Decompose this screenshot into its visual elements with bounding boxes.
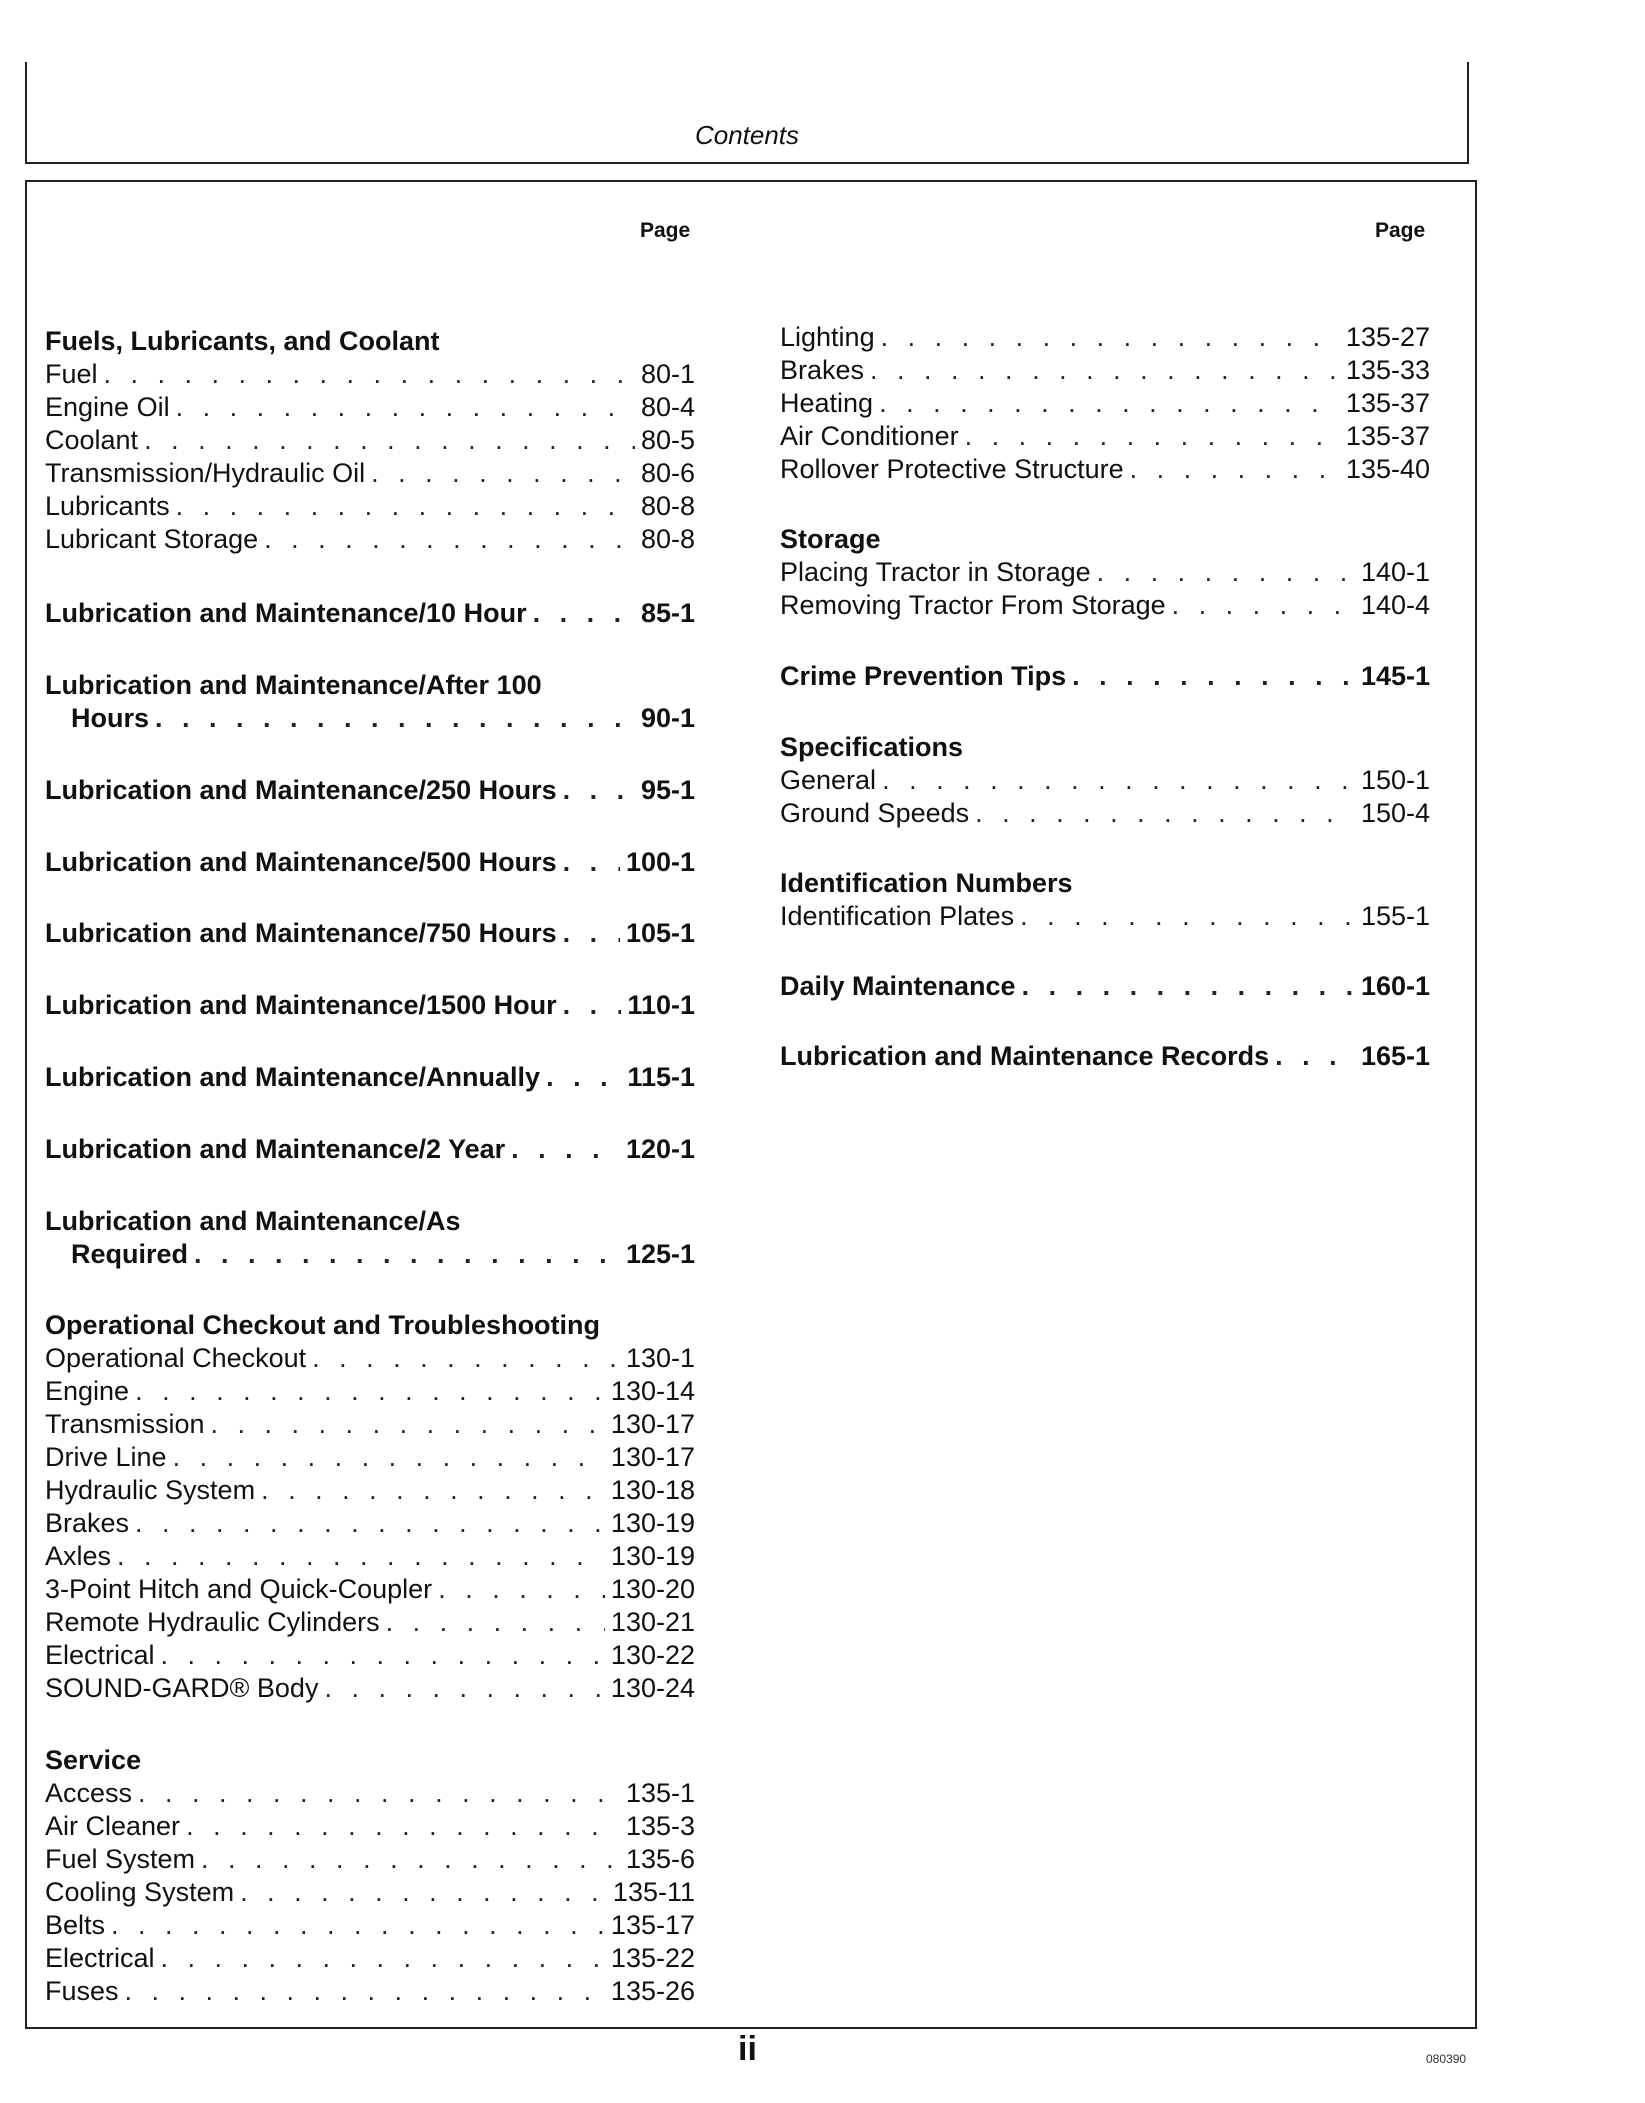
toc-entry-page: 135-37 [1345,388,1430,418]
toc-entry-page: 130-19 [610,1541,695,1571]
dot-leader [1020,900,1355,933]
toc-entry-label: Crime Prevention Tips [780,661,1067,691]
toc-entry-label: Fuel [45,359,98,389]
dot-leader [1172,589,1355,622]
toc-entry-label: Lubrication and Maintenance/500 Hours [45,847,557,877]
dot-leader [879,387,1340,420]
toc-entry-page: 135-17 [610,1910,695,1940]
toc-entry-label: Brakes [45,1508,130,1538]
toc-entry[interactable] [45,1474,695,1507]
toc-entry[interactable] [780,589,1430,622]
toc-entry-page: 85-1 [640,598,695,628]
toc-entry-crime-prevention[interactable] [780,660,1430,693]
section-heading-service: Service [45,1745,142,1775]
toc-entry-page: 130-19 [610,1508,695,1538]
toc-entry-label: Ground Speeds [780,798,970,828]
toc-entry[interactable] [45,1606,695,1639]
toc-entry-label: Transmission [45,1409,205,1439]
toc-entry-lm-annually[interactable] [45,1061,695,1094]
toc-entry-page: 135-40 [1345,454,1430,484]
toc-entry-page: 135-3 [625,1811,695,1841]
toc-entry-page: 130-1 [625,1343,695,1373]
toc-entry-page: 90-1 [640,703,695,733]
toc-entry-label: Lubrication and Maintenance/750 Hours [45,918,557,948]
toc-entry-page: 160-1 [1360,971,1430,1001]
toc-entry[interactable] [45,1441,695,1474]
toc-entry-label: Hydraulic System [45,1475,256,1505]
dot-leader [173,1441,605,1474]
toc-entry-label: Coolant [45,425,139,455]
dot-leader [965,420,1340,453]
toc-entry-page: 130-21 [610,1607,695,1637]
toc-entry[interactable] [45,1942,695,1975]
dot-leader [563,774,635,807]
toc-entry-page: 80-1 [640,359,695,389]
dot-leader [1130,453,1340,486]
toc-entry-label: Lubrication and Maintenance/Annually [45,1062,541,1092]
toc-entry-page: 135-22 [610,1943,695,1973]
toc-entry-page: 130-17 [610,1442,695,1472]
section-heading-operational: Operational Checkout and Troubleshooting [45,1310,601,1340]
toc-entry-page: 80-4 [640,392,695,422]
dot-leader [264,523,635,556]
toc-entry-label: Transmission/Hydraulic Oil [45,458,366,488]
toc-entry-lm-as-line1: Lubrication and Maintenance/As [45,1206,461,1236]
toc-entry-lm-750-hours[interactable] [45,917,695,950]
toc-entry[interactable] [45,457,695,490]
toc-entry-label: Air Conditioner [780,421,959,451]
toc-entry-page: 135-1 [625,1778,695,1808]
dot-leader [882,764,1355,797]
toc-entry[interactable] [780,420,1430,453]
toc-entry-label: Access [45,1778,133,1808]
dot-leader [1022,970,1355,1003]
toc-entry-lm-10-hour[interactable] [45,597,695,630]
toc-entry[interactable] [45,1843,695,1876]
toc-entry-label: Removing Tractor From Storage [780,590,1166,620]
toc-entry-page: 80-6 [640,458,695,488]
toc-entry-page: 155-1 [1360,901,1430,931]
dot-leader [117,1540,605,1573]
dot-leader [870,354,1340,387]
page-column-header-right: Page [1375,219,1426,242]
toc-entry-label: Cooling System [45,1877,235,1907]
toc-entry-label: Required [71,1239,189,1269]
toc-entry[interactable] [780,321,1430,354]
dot-leader [533,597,635,630]
page-title: Contents [694,120,800,150]
toc-entry-page: 130-22 [610,1640,695,1670]
toc-entry-label: General [780,765,877,795]
dot-leader [125,1975,605,2008]
dot-leader [563,989,622,1022]
toc-entry-label: SOUND-GARD® Body [45,1673,319,1703]
toc-entry-label: Lubrication and Maintenance/10 Hour [45,598,527,628]
toc-entry[interactable] [45,1975,695,2008]
toc-entry-page: 80-8 [640,491,695,521]
toc-entry-lm-1500-hour[interactable] [45,989,695,1022]
toc-entry-page: 130-17 [610,1409,695,1439]
toc-entry-lm-250-hours[interactable] [45,774,695,807]
toc-entry-label: Engine Oil [45,392,170,422]
toc-entry-page: 105-1 [625,918,695,948]
dot-leader [881,321,1340,354]
dot-leader [155,702,635,735]
toc-entry[interactable] [780,387,1430,420]
dot-leader [546,1061,621,1094]
toc-entry-label: Rollover Protective Structure [780,454,1124,484]
toc-entry-label: Placing Tractor in Storage [780,557,1091,587]
toc-entry-maintenance-records[interactable] [780,1040,1430,1073]
toc-entry-label: Fuses [45,1976,119,2006]
toc-entry-label: Electrical [45,1640,155,1670]
toc-entry-page: 130-24 [610,1673,695,1703]
toc-entry-page: 135-26 [610,1976,695,2006]
toc-entry-label: Lighting [780,322,875,352]
section-heading-specifications: Specifications [780,732,964,762]
dot-leader [138,1777,620,1810]
dot-leader [194,1238,620,1271]
toc-entry[interactable] [780,764,1430,797]
dot-leader [176,391,635,424]
toc-entry-page: 110-1 [627,990,695,1020]
dot-leader [186,1810,620,1843]
toc-entry[interactable] [45,490,695,523]
toc-entry-page: 95-1 [640,775,695,805]
dot-leader [312,1342,620,1375]
dot-leader [104,358,635,391]
dot-leader [438,1573,605,1606]
toc-entry[interactable] [45,1876,695,1909]
toc-entry[interactable] [45,1375,695,1408]
section-heading-identification: Identification Numbers [780,868,1073,898]
toc-entry-label: Lubrication and Maintenance Records [780,1041,1270,1071]
toc-entry-page: 150-1 [1360,765,1430,795]
toc-entry-label: Air Cleaner [45,1811,181,1841]
toc-entry[interactable] [45,424,695,457]
toc-entry[interactable] [45,1342,695,1375]
toc-entry[interactable] [780,453,1430,486]
toc-entry-label: Lubrication and Maintenance/2 Year [45,1134,506,1164]
toc-entry[interactable] [45,1639,695,1672]
dot-leader [176,490,635,523]
toc-entry-lm-100-line1: Lubrication and Maintenance/After 100 [45,670,542,700]
toc-entry-label: 3-Point Hitch and Quick-Coupler [45,1574,433,1604]
section-heading-fuels: Fuels, Lubricants, and Coolant [45,326,440,356]
toc-entry-page: 135-37 [1345,421,1430,451]
toc-entry[interactable] [780,900,1430,933]
page-number: ii [738,2030,757,2068]
toc-entry-label: Axles [45,1541,112,1571]
toc-entry-page: 130-18 [610,1475,695,1505]
toc-entry-page: 135-33 [1345,355,1430,385]
toc-entry-page: 140-1 [1360,557,1430,587]
dot-leader [1097,556,1355,589]
dot-leader [324,1672,604,1705]
toc-entry-label: Lubrication and Maintenance/250 Hours [45,775,557,805]
dot-leader [1275,1040,1355,1073]
toc-entry-lm-100-hours[interactable] [45,702,695,735]
toc-entry[interactable] [45,1540,695,1573]
toc-entry-label: Lubricant Storage [45,524,259,554]
toc-entry[interactable] [45,1810,695,1843]
dot-leader [161,1942,605,1975]
header-frame [25,62,1469,164]
toc-entry[interactable] [45,1507,695,1540]
toc-entry-page: 120-1 [625,1134,695,1164]
toc-entry[interactable] [45,1777,695,1810]
toc-entry-page: 150-4 [1360,798,1430,828]
dot-leader [135,1375,605,1408]
dot-leader [261,1474,605,1507]
dot-leader [111,1909,605,1942]
toc-entry-lm-2-year[interactable] [45,1133,695,1166]
toc-entry-page: 100-1 [625,847,695,877]
toc-entry-page: 130-20 [610,1574,695,1604]
toc-entry-page: 130-14 [610,1376,695,1406]
toc-entry-label: Lubrication and Maintenance/1500 Hour [45,990,557,1020]
toc-entry-page: 80-8 [640,524,695,554]
toc-entry-label: Lubricants [45,491,170,521]
page-column-header-left: Page [640,219,691,242]
toc-entry-page: 165-1 [1360,1041,1430,1071]
dot-leader [144,424,635,457]
toc-entry-page: 125-1 [625,1239,695,1269]
toc-entry-label: Engine [45,1376,130,1406]
toc-entry-label: Electrical [45,1943,155,1973]
toc-entry-page: 140-4 [1360,590,1430,620]
dot-leader [201,1843,620,1876]
toc-entry[interactable] [45,358,695,391]
toc-entry[interactable] [45,1573,695,1606]
toc-entry[interactable] [45,523,695,556]
toc-entry-page: 145-1 [1360,661,1430,691]
toc-entry[interactable] [780,797,1430,830]
document-code: 080390 [1426,2052,1467,2066]
toc-entry-lm-500-hours[interactable] [45,846,695,879]
dot-leader [563,846,620,879]
toc-entry-label: Identification Plates [780,901,1015,931]
toc-entry-page: 135-6 [625,1844,695,1874]
dot-leader [240,1876,607,1909]
dot-leader [511,1133,620,1166]
dot-leader [371,457,635,490]
toc-entry-page: 135-11 [612,1877,695,1907]
toc-entry-label: Daily Maintenance [780,971,1016,1001]
section-heading-storage: Storage [780,524,881,554]
toc-entry[interactable] [45,1672,695,1705]
toc-entry-label: Hours [71,703,150,733]
toc-entry-label: Fuel System [45,1844,196,1874]
toc-entry-label: Remote Hydraulic Cylinders [45,1607,380,1637]
toc-entry-label: Brakes [780,355,865,385]
dot-leader [975,797,1355,830]
toc-entry[interactable] [45,1909,695,1942]
toc-entry[interactable] [780,354,1430,387]
toc-entry-label: Drive Line [45,1442,167,1472]
dot-leader [386,1606,605,1639]
dot-leader [161,1639,605,1672]
toc-entry[interactable] [45,1408,695,1441]
toc-entry[interactable] [45,391,695,424]
toc-entry-daily-maintenance[interactable] [780,970,1430,1003]
toc-entry-label: Heating [780,388,874,418]
toc-entry-label: Belts [45,1910,106,1940]
toc-entry-lm-as-required[interactable] [45,1238,695,1271]
toc-entry-page: 135-27 [1345,322,1430,352]
toc-entry-label: Operational Checkout [45,1343,307,1373]
dot-leader [563,917,620,950]
dot-leader [1072,660,1355,693]
toc-entry[interactable] [780,556,1430,589]
dot-leader [211,1408,605,1441]
toc-entry-page: 80-5 [640,425,695,455]
toc-entry-page: 115-1 [627,1062,695,1092]
dot-leader [135,1507,605,1540]
